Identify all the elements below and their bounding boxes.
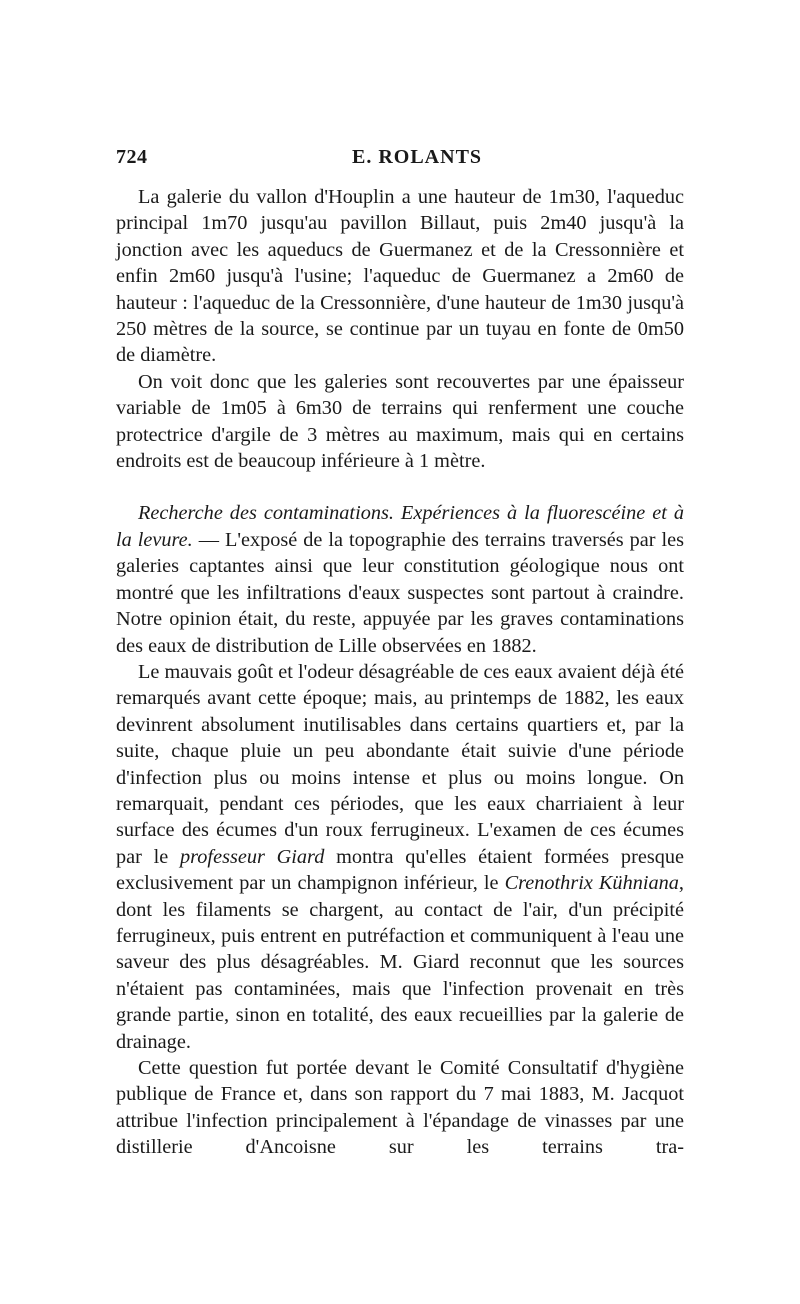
paragraph-galeries-hauteur: La galerie du vallon d'Houplin a une hauteur de 1m30, l'aqueduc principal 1m70 jusqu'au pavillon Billaut, puis 2m40 jusqu'à la jonction avec les aqueducs de Guermanez et de la Cressonnière et enfin 2m60 jusqu'à l'usine; l'aqueduc de Guermanez a 2m60 de hauteur : l'aqueduc de la Cressonnière, d'une hauteur de 1m30 jusqu'à 250 mètres de la source, se continue par un tuyau en fonte de 0m50 de diamètre. <box>116 186 684 367</box>
paragraph-contaminations-text: — L'exposé de la topographie des terrains traversés par les galeries captantes ainsi que leur constitution géologique nous ont montré que les infiltrations d'eaux suspectes sont partout à craindre. Notre opinion était, du reste, appuyée par les graves contaminations des eaux de distribution de Lille observées en 1882. <box>116 528 684 657</box>
paragraph-mauvais-gout <box>116 659 684 1055</box>
section-heading: Recherche des contaminations. Expériences à la fluorescéine et à la levure. <box>116 502 684 551</box>
body-text <box>116 184 684 1161</box>
species-name: Crenothrix Kühniana <box>504 872 679 895</box>
running-head <box>116 146 684 176</box>
paragraph-mauvais-gout-text-2: montra qu'elles étaient formées presque exclusivement par un champignon inférieur, le <box>116 845 685 895</box>
paragraph-comite-consultatif: Cette question fut portée devant le Comité Consultatif d'hygiène publique de France et, dans son rapport du 7 mai 1883, M. Jacquot attribue l'infection principalement à l'épandage de vinasses par une distillerie d'Ancoisne sur les terrains tra- <box>116 1057 684 1159</box>
section-spacer <box>116 474 684 500</box>
paragraph-contaminations <box>116 500 684 658</box>
running-head-author: E. ROLANTS <box>352 146 483 168</box>
paragraph-mauvais-gout-text-1: Le mauvais goût et l'odeur désagréable de ces eaux avaient déjà été remarqués avant cette époque; mais, au printemps de 1882, les eaux devinrent absolument inutilisables dans certains quartiers et, par la suite, chaque pluie un peu abondante était suivie d'une période d'infection plus ou moins intense et plus ou moins longue. On remarquait, pendant ces périodes, que les eaux charriaient à leur surface des écumes d'un roux ferrugineux. L'examen de ces écumes par le <box>116 660 684 868</box>
paragraph-terrains-recouvrement: On voit donc que les galeries sont recouvertes par une épaisseur variable de 1m05 à 6m30 de terrains qui renferment une couche protectrice d'argile de 3 mètres au maximum, mais qui en certains endroits est de beaucoup inférieure à 1 mètre. <box>116 370 684 473</box>
page-number: 724 <box>116 146 148 168</box>
paragraph-mauvais-gout-text-3: , dont les filaments se chargent, au contact de l'air, d'un précipité ferrugineux, puis entrent en putréfaction et communiquent à l'eau une saveur des plus désagréables. M. Giard reconnut que les sources n'étaient pas contaminées, mais que l'infection provenait en très grande partie, sinon en totalité, des eaux recueillies par la galerie de drainage. <box>116 872 684 1053</box>
professor-name: professeur Giard <box>180 845 325 868</box>
